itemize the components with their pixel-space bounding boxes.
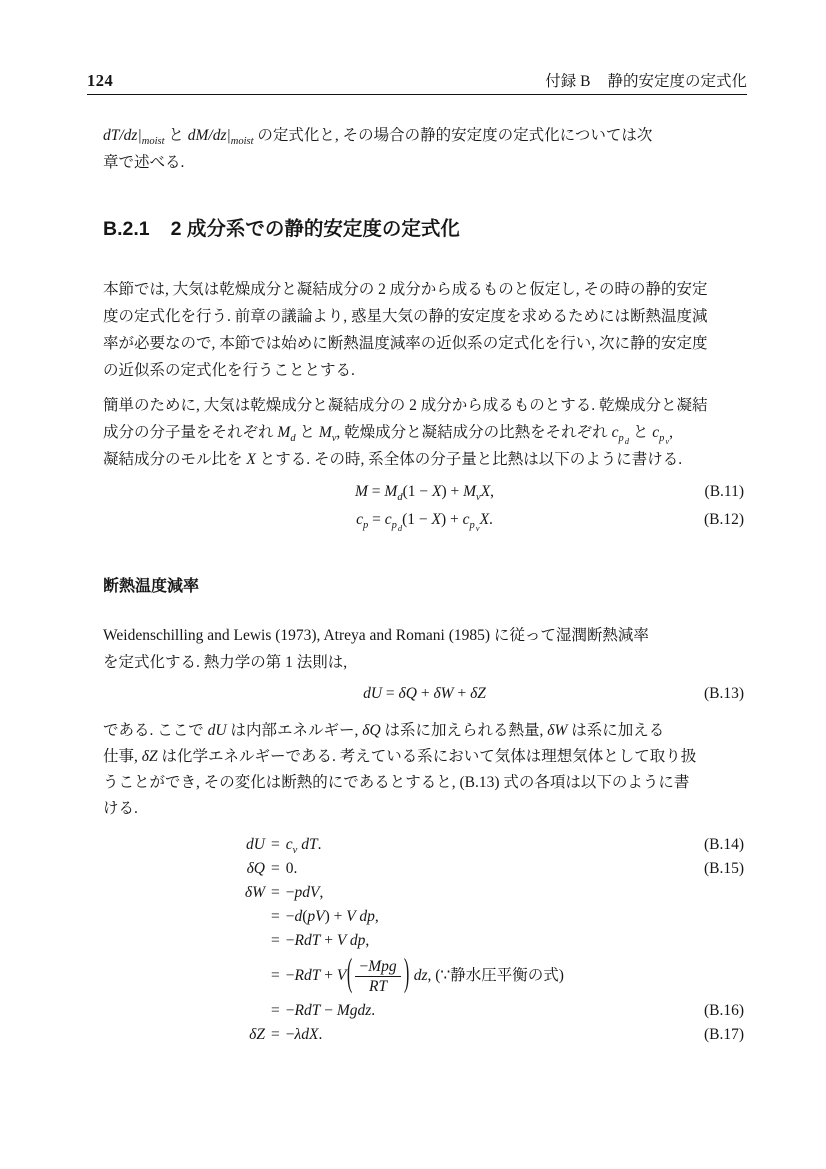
page-number: 124 xyxy=(87,71,114,90)
math-var: X xyxy=(246,451,256,468)
equation-number: (B.15) xyxy=(703,860,744,877)
paragraph-intro xyxy=(103,122,746,176)
math-var: δW xyxy=(547,722,568,739)
math-subscript: moist xyxy=(141,136,165,147)
equation-b16: = −RdT − Mgdz. (B.16) xyxy=(103,999,746,1023)
paragraph-lapse xyxy=(103,622,746,676)
section-heading xyxy=(103,216,460,242)
text-line: 度の定式化を行う. 前章の議論より, 惑星大気の静的安定度を求めるためには断熱温度減 xyxy=(103,308,708,325)
equation-line-hydrostatic: = −RdT + V( $\frac{\text{−Mpg}}{RT}$ ) dz, (∵静水圧平衡の式) xyxy=(103,953,746,999)
equation-number: (B.13) xyxy=(703,685,744,702)
math-var: M xyxy=(318,424,332,441)
running-header-row xyxy=(87,70,747,91)
math-subscript: moist xyxy=(230,136,254,147)
math-subscript: d xyxy=(290,433,296,444)
math-var: δQ xyxy=(362,722,381,739)
text-line: $dT/dz|_{moist}$ と $dM/dz|_{moist}$ の定式化と, その場合の静的安定度の定式化については次 xyxy=(103,127,653,147)
equation-b12: $c_p = c_{pd}(1 - X) + c_{pv}X$. (B.12) xyxy=(103,506,746,534)
text-line: 章で述べる. xyxy=(103,154,185,171)
equation-number: (B.17) xyxy=(703,1026,744,1043)
equation-b15: δQ = 0. (B.15) xyxy=(103,857,746,881)
text-line: を定式化する. 熱力学の第 1 法則は, xyxy=(103,654,348,671)
math-fraction xyxy=(355,957,400,996)
running-header xyxy=(87,70,747,95)
math-var: δZ xyxy=(141,748,158,765)
fraction-numerator: −Mpg xyxy=(359,957,397,975)
equation-b13: dU = δQ + δW + δZ (B.13) xyxy=(103,680,746,708)
math-subsubscript: d xyxy=(624,436,629,446)
math-var: dM/dz| xyxy=(187,127,231,144)
fraction-denominator: RT xyxy=(355,976,400,996)
text-line: 本節では, 大気は乾燥成分と凝結成分の 2 成分から成るものと仮定し, その時の静的安定 xyxy=(103,281,708,298)
text-line: 率が必要なので, 本節では始めに断熱温度減率の近似系の定式化を行い, 次に静的安定度 xyxy=(103,335,708,352)
math-subscript: p xyxy=(659,433,665,444)
equation-number: (B.16) xyxy=(703,1002,744,1019)
equation-b14: dU = $c_v$ dT. (B.14) xyxy=(103,833,746,857)
equation-group-b13 xyxy=(103,680,746,708)
big-paren-right: ) xyxy=(403,952,409,996)
appendix-label: 付録 B xyxy=(545,73,591,90)
math-var: c xyxy=(611,424,619,441)
text-line: Weidenschilling and Lewis (1973), Atreya and Romani (1985) に従って湿潤断熱減率 xyxy=(103,627,649,644)
appendix-title: 静的安定度の定式化 xyxy=(607,73,747,90)
big-paren-left: ( xyxy=(347,952,353,996)
equation-number: (B.11) xyxy=(704,483,744,500)
equation-b11: $M = M_d(1 - X) + M_vX$, (B.11) xyxy=(103,478,746,506)
text-line: うことができ, その変化は断熱的にであるとすると, (B.13) 式の各項は以下のように書 xyxy=(103,774,690,791)
text-line: である. ここで dU は内部エネルギー, δQ は系に加えられる熱量, δW は系に加える xyxy=(103,722,665,739)
equation-number: (B.12) xyxy=(703,511,744,528)
section-number: B.2.1 xyxy=(103,218,150,240)
equation-number: (B.14) xyxy=(703,836,744,853)
text-line: 成分の分子量をそれぞれ $M_d$ と $M_v$, 乾燥成分と凝結成分の比熱をそれぞれ $c_{pd}$ と $c_{pv}$, xyxy=(103,424,674,446)
text-line: 仕事, δZ は化学エネルギーである. 考えている系において気体は理想気体として取り扱 xyxy=(103,748,697,765)
equation-b17: δZ = −λdX. (B.17) xyxy=(103,1023,746,1047)
hydrostatic-note: (∵静水圧平衡の式) xyxy=(431,967,564,984)
subsection-heading: 断熱温度減率 xyxy=(103,578,200,595)
text-line: 凝結成分のモル比を X とする. その時, 系全体の分子量と比熱は以下のように書ける. xyxy=(103,451,683,468)
chapter-header xyxy=(545,69,747,91)
math-var: dU xyxy=(207,722,227,739)
math-var: c xyxy=(652,424,660,441)
equation-line: = −d(pV) + V dp, xyxy=(271,908,379,925)
math-var: M xyxy=(277,424,291,441)
equation-line: = −RdT + V dp, xyxy=(271,932,370,949)
paragraph-terms xyxy=(103,718,746,822)
math-subscript: v xyxy=(331,433,337,444)
text-line: 簡単のために, 大気は乾燥成分と凝結成分の 2 成分から成るものとする. 乾燥成分と凝結 xyxy=(103,397,708,414)
equation-group-b11-b12 xyxy=(103,478,746,534)
math-subsubscript: v xyxy=(665,436,670,446)
equation-array xyxy=(103,833,746,1047)
paragraph-setup xyxy=(103,392,746,473)
text-line: の近似系の定式化を行うこととする. xyxy=(103,362,355,379)
paragraph-overview xyxy=(103,276,746,384)
text-line: ける. xyxy=(103,800,138,817)
math-var: dT/dz| xyxy=(103,127,142,144)
equation-line: δW = −pdV, xyxy=(244,884,324,901)
section-title: 2 成分系での静的安定度の定式化 xyxy=(170,218,460,240)
math-subscript: p xyxy=(618,433,624,444)
